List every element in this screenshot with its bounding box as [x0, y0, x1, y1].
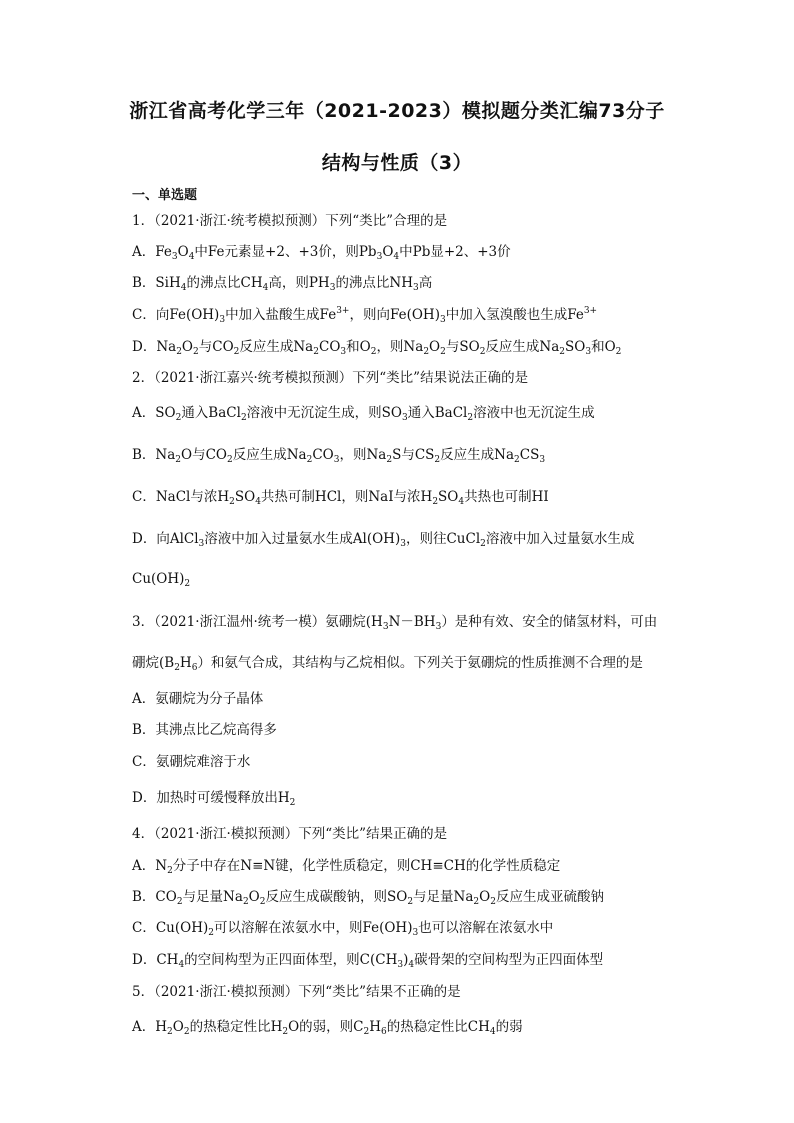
subscript: 3: [585, 347, 592, 357]
subscript: 2: [289, 798, 296, 808]
supscript: 3+: [336, 306, 350, 316]
subscript: 3: [340, 347, 347, 357]
subscript: 2: [313, 347, 319, 357]
subscript: 2: [615, 347, 622, 357]
text-run: D．加热时可缓慢释放出H: [132, 790, 290, 806]
text-run: 反应生成碳酸钠，则SO: [265, 889, 408, 905]
subscript: 2: [183, 1027, 190, 1037]
subscript: 2: [440, 347, 446, 357]
text-run: Cu(OH): [132, 571, 185, 587]
subscript: 2: [174, 663, 180, 673]
text-run: 中Pb显+2、+3价: [399, 244, 511, 260]
subscript: 3: [397, 960, 404, 970]
text-run: A．N: [132, 858, 168, 874]
text-run: D．Na: [132, 339, 177, 355]
subscript: 2: [407, 897, 414, 907]
document-title-line-1: 浙江省高考化学三年（2021-2023）模拟题分类汇编73分子: [129, 100, 665, 122]
text-run: D．CH: [132, 952, 179, 968]
subscript: 2: [306, 455, 313, 465]
text-run: O: [177, 244, 189, 260]
subscript: 2: [559, 347, 566, 357]
subscript: 2: [363, 1027, 370, 1037]
text-run: 的弱: [495, 1019, 523, 1035]
question-4-option-d: [132, 951, 603, 969]
text-run: D．向AlCl: [132, 531, 199, 547]
text-run: 溶液中加入过量氨水生成Al(OH): [204, 531, 401, 547]
text-run: ）和氨气合成，其结构与乙烷相似。下列关于氨硼烷的性质推测不合理的是: [197, 655, 643, 671]
text-run: 的热稳定性比CH: [386, 1019, 490, 1035]
text-run: 与足量Na: [182, 889, 243, 905]
text-run: 分子中存在N≡N键，化学性质稳定，则CH≡CH的化学性质稳定: [172, 858, 561, 874]
text-run: 5．（2021·浙江·模拟预测）下列“类比”结果不正确的是: [132, 984, 461, 1000]
text-run: O: [479, 889, 491, 905]
text-run: SO: [234, 489, 256, 505]
subscript: 3: [402, 413, 408, 423]
subscript: 2: [514, 455, 520, 465]
text-run: O: [172, 1019, 184, 1035]
subscript: 4: [188, 252, 195, 262]
question-4-stem: [132, 825, 447, 843]
text-run: ，则Na: [376, 339, 424, 355]
text-run: 碳骨架的空间构型为正四面体型: [414, 952, 604, 968]
subscript: 2: [233, 347, 240, 357]
subscript: 2: [208, 928, 214, 938]
text-run: ): [403, 952, 409, 968]
text-run: 的空间构型为正四面体型，则C(CH: [184, 952, 398, 968]
subscript: 2: [193, 347, 199, 357]
text-run: 中Fe元素显+2、+3价，则Pb: [194, 244, 377, 260]
subscript: 2: [176, 897, 183, 907]
subscript: 2: [386, 455, 393, 465]
question-3-option-b: [132, 721, 277, 739]
question-1-option-b: [132, 274, 432, 292]
subscript: 3: [333, 455, 340, 465]
question-5-option-a: [132, 1018, 523, 1036]
text-run: C．氨硼烷难溶于水: [132, 754, 251, 770]
text-run: 通入BaCl: [407, 405, 468, 421]
subscript: 4: [178, 960, 185, 970]
text-run: O: [429, 339, 441, 355]
text-run: N－BH: [388, 614, 436, 630]
question-2-stem: [132, 369, 528, 387]
text-run: 共热可制HCl，则NaI与浓H: [260, 489, 433, 505]
text-run: O: [382, 244, 394, 260]
text-run: ，则向Fe(OH): [349, 307, 440, 323]
subscript: 4: [408, 960, 415, 970]
subscript: 2: [176, 347, 182, 357]
text-run: 反应生成Na: [440, 447, 515, 463]
subscript: 2: [259, 897, 266, 907]
subscript: 3: [219, 315, 226, 325]
subscript: 6: [381, 1027, 387, 1037]
text-run: 溶液中也无沉淀生成: [473, 405, 595, 421]
question-2-option-d: [132, 530, 634, 548]
subscript: 4: [489, 1027, 496, 1037]
text-run: A．氨硼烷为分子晶体: [132, 691, 264, 707]
text-run: 硼烷(B: [132, 655, 175, 671]
subscript: 3: [435, 622, 442, 632]
document-title-line-2: 结构与性质（3）: [321, 152, 473, 174]
text-run: A．H: [132, 1019, 168, 1035]
text-run: 反应生成Na: [239, 339, 314, 355]
text-run: CO: [318, 339, 341, 355]
text-run: 溶液中加入过量氨水生成: [485, 531, 635, 547]
question-3-option-a: [132, 690, 263, 708]
text-run: 反应生成Na: [485, 339, 560, 355]
subscript: 3: [382, 622, 389, 632]
text-run: SO: [565, 339, 586, 355]
text-run: 可以溶解在浓氨水中，则Fe(OH): [213, 920, 413, 936]
subscript: 4: [262, 283, 269, 293]
subscript: 3: [400, 539, 406, 549]
text-run: 3．（2021·浙江温州·统考一模）氨硼烷(H: [132, 614, 383, 630]
text-run: 溶液中无沉淀生成，则SO: [246, 405, 402, 421]
subscript: 2: [240, 413, 247, 423]
subscript: 2: [184, 579, 191, 589]
text-run: 反应生成Na: [232, 447, 307, 463]
text-run: B．Na: [132, 447, 176, 463]
text-run: 与CO: [198, 339, 234, 355]
text-run: 的沸点比NH: [335, 275, 414, 291]
subscript: 6: [191, 663, 198, 673]
text-run: 高: [418, 275, 433, 291]
subscript: 2: [175, 455, 182, 465]
subscript: 2: [175, 413, 182, 423]
text-run: H: [369, 1019, 382, 1035]
subscript: 2: [479, 347, 486, 357]
question-5-stem: [132, 983, 461, 1001]
subscript: 4: [393, 252, 400, 262]
text-run: 和O: [346, 339, 371, 355]
question-2-option-d-continued: [132, 570, 190, 588]
text-run: 共热也可制HI: [464, 489, 549, 505]
subscript: 2: [242, 897, 249, 907]
question-2-option-a: [132, 404, 595, 422]
text-run: 的热稳定性比H: [189, 1019, 283, 1035]
subscript: 3: [412, 928, 419, 938]
question-1-option-a: [132, 243, 511, 261]
question-3-stem: [132, 613, 657, 631]
text-run: 通入BaCl: [181, 405, 241, 421]
subscript: 2: [167, 1027, 173, 1037]
subscript: 2: [467, 413, 474, 423]
text-run: 与SO: [445, 339, 480, 355]
subscript: 4: [180, 283, 187, 293]
text-run: S与CS: [392, 447, 435, 463]
text-run: O的弱，则C: [288, 1019, 364, 1035]
text-run: 中加入盐酸生成Fe: [225, 307, 337, 323]
text-run: O: [248, 889, 260, 905]
question-3-option-c: [132, 753, 250, 771]
text-run: A．SO: [132, 405, 176, 421]
question-1-option-c: [132, 306, 597, 324]
text-run: 4．（2021·浙江·模拟预测）下列“类比”结果正确的是: [132, 826, 448, 842]
text-run: SO: [438, 489, 459, 505]
question-4-option-a: [132, 857, 560, 875]
text-run: O: [181, 339, 193, 355]
subscript: 3: [376, 252, 383, 262]
subscript: 2: [432, 497, 439, 507]
text-run: 和O: [591, 339, 616, 355]
text-run: 2．（2021·浙江嘉兴·统考模拟预测）下列“类比”结果说法正确的是: [132, 370, 529, 386]
question-1-option-d: [132, 338, 621, 356]
text-run: ，则往CuCl: [405, 531, 481, 547]
text-run: CO: [312, 447, 334, 463]
text-run: 中加入氢溴酸也生成Fe: [445, 307, 584, 323]
question-3-option-d: [132, 789, 295, 807]
text-run: H: [179, 655, 192, 671]
question-2-option-c: [132, 488, 549, 506]
text-run: A．Fe: [132, 244, 172, 260]
question-1-stem: [132, 212, 447, 230]
subscript: 2: [434, 455, 441, 465]
subscript: 2: [370, 347, 377, 357]
supscript: 3+: [583, 306, 598, 316]
text-run: CS: [519, 447, 540, 463]
text-run: ）是种有效、安全的储氢材料，可由: [441, 614, 658, 630]
subscript: 2: [423, 347, 430, 357]
text-run: 的沸点比CH: [186, 275, 263, 291]
text-run: O与CO: [181, 447, 227, 463]
subscript: 4: [458, 497, 465, 507]
text-run: B．其沸点比乙烷高得多: [132, 722, 277, 738]
question-4-option-b: [132, 888, 604, 906]
subscript: 3: [171, 252, 178, 262]
section-heading: 一、单选题: [132, 188, 198, 203]
question-4-option-c: [132, 919, 553, 937]
subscript: 3: [413, 283, 419, 293]
text-run: 反应生成亚硫酸钠: [495, 889, 604, 905]
text-run: B．SiH: [132, 275, 181, 291]
question-3-stem-continued: [132, 654, 643, 672]
text-run: C．Cu(OH): [132, 920, 209, 936]
subscript: 2: [229, 497, 235, 507]
text-run: B．CO: [132, 889, 177, 905]
subscript: 3: [539, 455, 546, 465]
subscript: 2: [490, 897, 496, 907]
question-2-option-b: [132, 446, 545, 464]
text-run: 1．（2021·浙江·统考模拟预测）下列“类比”合理的是: [132, 213, 448, 229]
subscript: 2: [282, 1027, 289, 1037]
subscript: 2: [227, 455, 233, 465]
text-run: 与足量Na: [413, 889, 474, 905]
subscript: 3: [329, 283, 336, 293]
text-run: ，则Na: [339, 447, 387, 463]
subscript: 2: [473, 897, 480, 907]
text-run: C．NaCl与浓H: [132, 489, 230, 505]
text-run: 也可以溶解在浓氨水中: [418, 920, 554, 936]
text-run: 高，则PH: [268, 275, 330, 291]
subscript: 3: [198, 539, 205, 549]
subscript: 2: [167, 866, 173, 876]
subscript: 4: [255, 497, 261, 507]
subscript: 3: [439, 315, 446, 325]
subscript: 2: [480, 539, 486, 549]
text-run: C．向Fe(OH): [132, 307, 220, 323]
